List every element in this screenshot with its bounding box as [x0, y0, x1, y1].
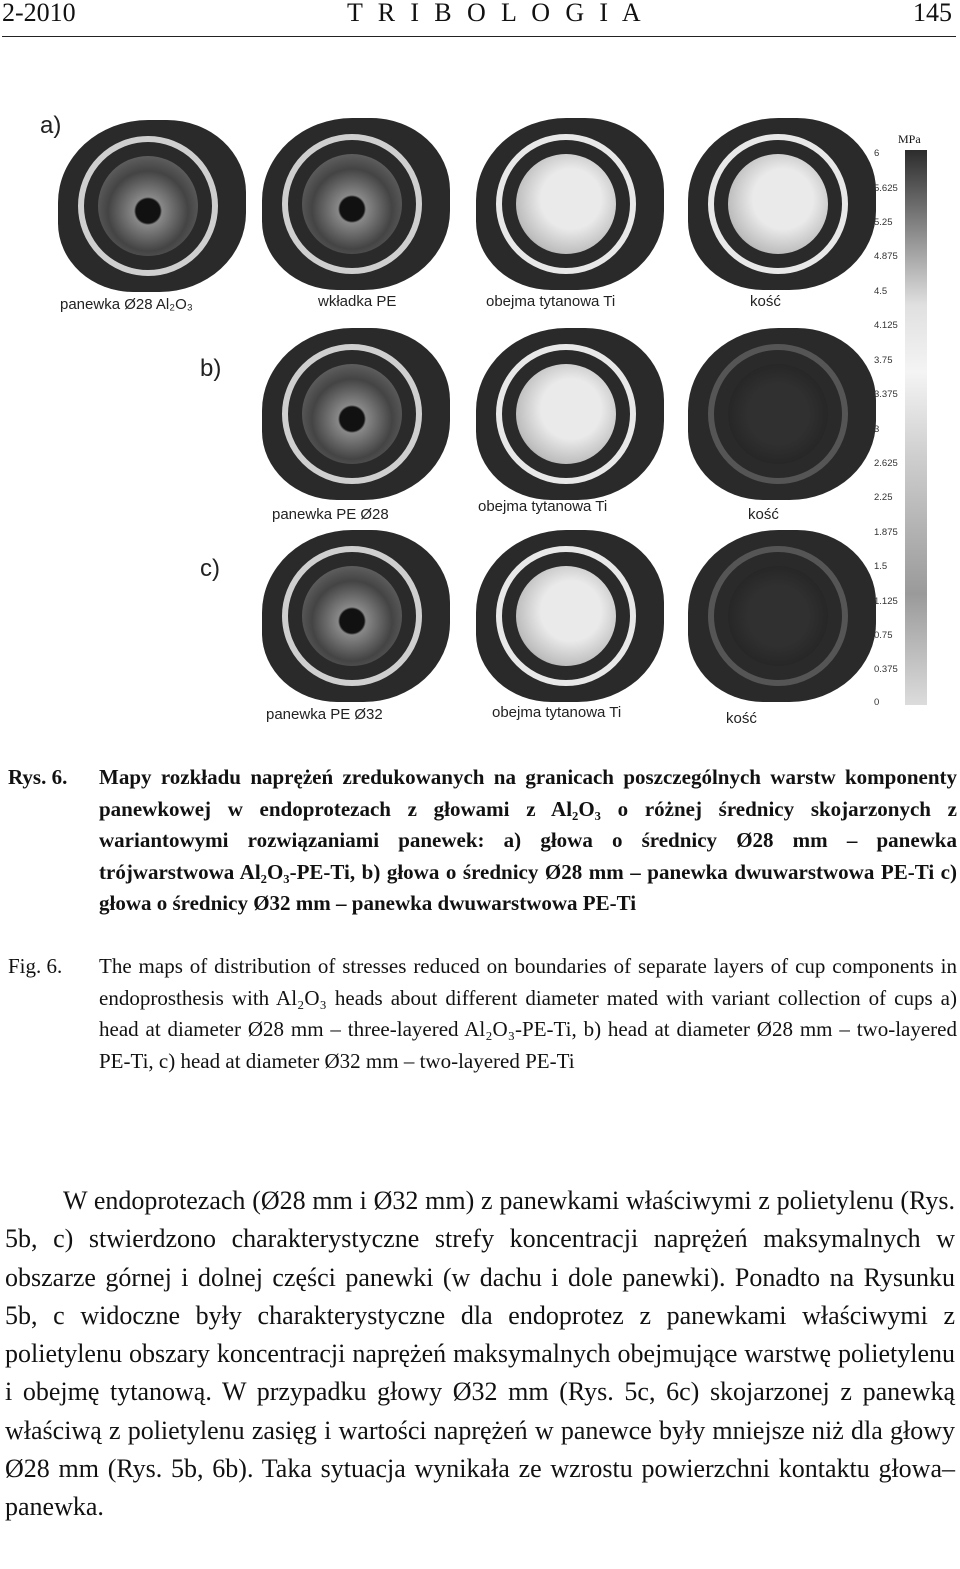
label-b-3: kość — [748, 506, 779, 523]
map-c-ti-shell — [476, 530, 664, 702]
map-c-bone — [688, 530, 876, 702]
scale-tick: 4.125 — [874, 320, 898, 331]
scale-tick: 4.875 — [874, 251, 898, 262]
journal-title: T R I B O L O G I A — [347, 0, 646, 27]
map-b-bone — [688, 328, 876, 500]
scale-tick: 0.75 — [874, 630, 893, 641]
map-c-pe-cup — [262, 530, 450, 702]
map-b-pe-cup — [262, 328, 450, 500]
row-letter-c: c) — [200, 555, 220, 582]
scale-tick: 5.25 — [874, 217, 893, 228]
caption-pl-text: Mapy rozkładu naprężeń zredukowanych na granicach poszczególnych warstw komponenty panewkowej w endoprotezach z głowami z Al₂O₃ o różnej średnicy skojarzonych z wariantowymi rozwiązaniami panewek: a) głowa o średnicy Ø28 mm – panewka trójwarstwowa Al₂O₃-PE-Ti, b) głowa o średnicy Ø28 mm – panewka dwuwarstwowa PE-Ti c) głowa o średnicy Ø32 mm – panewka dwuwarstwowa PE-Ti — [99, 765, 957, 915]
label-a-1: panewka Ø28 Al₂O₃ — [60, 296, 193, 313]
scale-tick: 4.5 — [874, 286, 888, 297]
scale-tick: 2.25 — [874, 492, 893, 503]
scale-tick: 0.375 — [874, 664, 898, 675]
label-b-1: panewka PE Ø28 — [272, 506, 389, 523]
map-a-cup-al2o3 — [58, 120, 246, 292]
scale-tick: 5.625 — [874, 183, 898, 194]
scale-tick: 2.625 — [874, 458, 898, 469]
scale-tick: 3.75 — [874, 355, 893, 366]
stress-map-figure — [0, 100, 960, 740]
caption-pl-tag: Rys. 6. — [8, 765, 68, 789]
scale-tick: 1.5 — [874, 561, 888, 572]
label-c-2: obejma tytanowa Ti — [492, 704, 622, 721]
label-a-3: obejma tytanowa Ti — [486, 293, 616, 310]
scale-tick: 1.875 — [874, 527, 898, 538]
body-paragraph: W endoprotezach (Ø28 mm i Ø32 mm) z panewkami właściwymi z polietylenu (Rys. 5b, c) stwierdzono charakterystyczne strefy koncentracji naprężeń maksymalnych w obszarze górnej i dolnej części panewki (w dachu i dole panewki). Ponadto na Rysunku 5b, c widoczne były charakterystyczne dla endoprotez z panewkami właściwymi z polietylenu obszary koncentracji naprężeń maksymalnych obejmujące warstwę polietylenu i obejmę tytanową. W przypadku głowy Ø32 mm (Rys. 5c, 6c) skojarzonej z panewką właściwą z polietylenu zasięg i wartości naprężeń w panewce były mniejsze niż dla głowy Ø28 mm (Rys. 5b, 6b). Taka sytuacja wynikała ze wzrostu powierzchni kontaktu głowa–panewka. — [5, 1186, 955, 1522]
map-b-ti-shell — [476, 328, 664, 500]
label-b-2: obejma tytanowa Ti — [478, 498, 608, 515]
running-header — [0, 0, 958, 36]
row-letter-a: a) — [40, 112, 62, 139]
scale-unit: MPa — [898, 132, 921, 146]
stress-scale-bar — [905, 150, 927, 705]
map-a-ti-shell — [476, 118, 664, 290]
page-number: 145 — [913, 0, 952, 27]
scale-tick: 0 — [874, 697, 880, 708]
row-letter-b: b) — [200, 355, 222, 382]
label-a-4: kość — [750, 293, 781, 310]
scale-tick: 3.375 — [874, 389, 898, 400]
label-c-1: panewka PE Ø32 — [266, 706, 383, 723]
scale-tick: 6 — [874, 148, 880, 159]
scale-tick: 1.125 — [874, 596, 898, 607]
caption-en-tag: Fig. 6. — [8, 954, 63, 978]
map-a-pe-insert — [262, 118, 450, 290]
label-c-3: kość — [726, 710, 757, 727]
label-a-2: wkładka PE — [318, 293, 397, 310]
scale-tick: 3 — [874, 424, 880, 435]
issue-number: 2-2010 — [2, 0, 76, 27]
map-a-bone — [688, 118, 876, 290]
body-text — [5, 1182, 955, 1527]
header-rule — [2, 36, 956, 37]
caption-en-text: The maps of distribution of stresses reduced on boundaries of separate layers of cup components in endoprosthesis with Al₂O₃ heads about different diameter mated with variant collection of cups a) head at diameter Ø28 mm – three-layered Al₂O₃-PE-Ti, b) head at diameter Ø28 mm – two-layered PE-Ti, c) head at diameter Ø32 mm – two-layered PE-Ti — [99, 954, 957, 1073]
